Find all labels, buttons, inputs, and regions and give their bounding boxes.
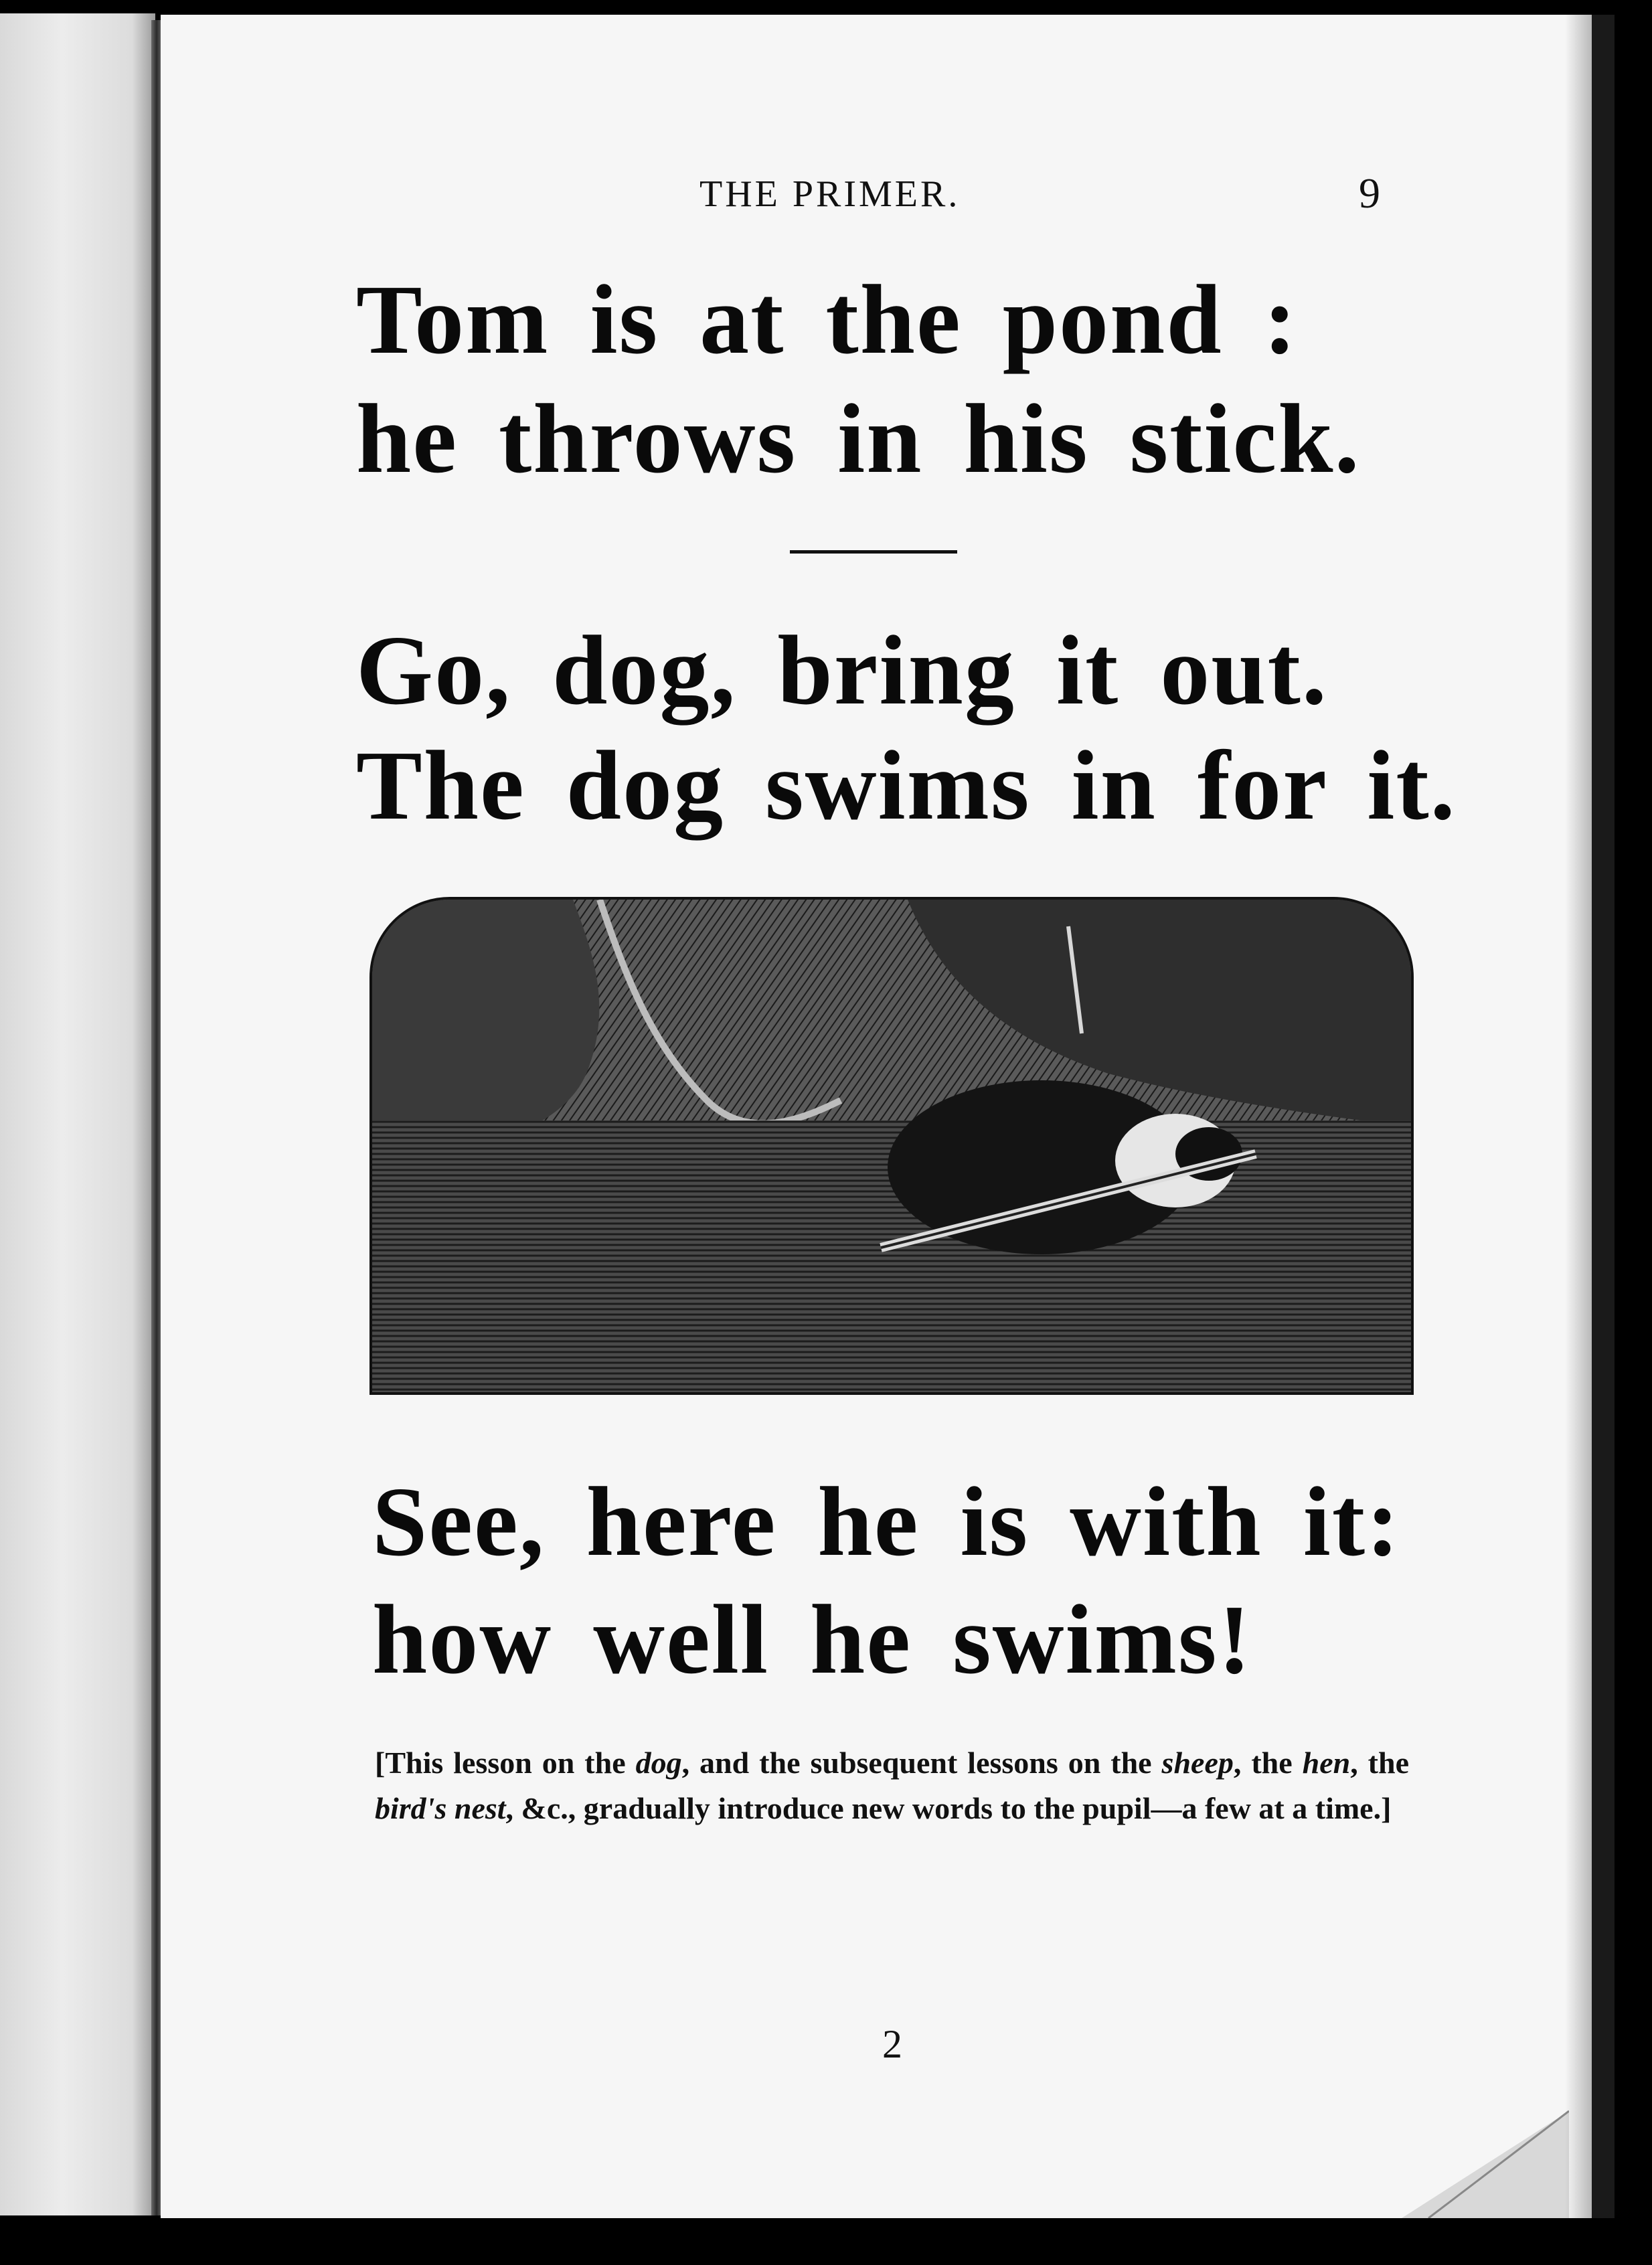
teacher-note (375, 1740, 1409, 1831)
running-title: THE PRIMER. (699, 173, 961, 215)
section-divider (790, 550, 957, 554)
signature-mark: 2 (882, 2022, 902, 2066)
lesson-line: See, here he is with it: (372, 1467, 1401, 1577)
engraving-drawing (372, 900, 1411, 1392)
dog-swimming-engraving (369, 897, 1414, 1395)
note-word-dog: dog (635, 1746, 682, 1780)
lesson-line: Tom is at the pond : (356, 265, 1298, 375)
note-word-birds-nest: bird's nest (375, 1791, 506, 1825)
page-number: 9 (1359, 169, 1380, 217)
page-corner-curl (1402, 2084, 1569, 2218)
note-text: , and the subsequent lessons on the (681, 1746, 1162, 1780)
note-text: , the (1350, 1746, 1409, 1780)
lesson-line: Go, dog, bring it out. (356, 616, 1328, 726)
note-text: , the (1233, 1746, 1303, 1780)
note-text: [This lesson on the (375, 1746, 636, 1780)
note-word-sheep: sheep (1161, 1746, 1234, 1780)
facing-page-edge (0, 13, 155, 2215)
lesson-line: how well he swims! (372, 1585, 1252, 1695)
note-word-hen: hen (1302, 1746, 1351, 1780)
lesson-line: he throws in his stick. (356, 384, 1361, 494)
note-text: , &c., gradually introduce new words to the pupil—a few at a time.] (505, 1791, 1392, 1825)
lesson-line: The dog swims in for it. (356, 731, 1457, 841)
